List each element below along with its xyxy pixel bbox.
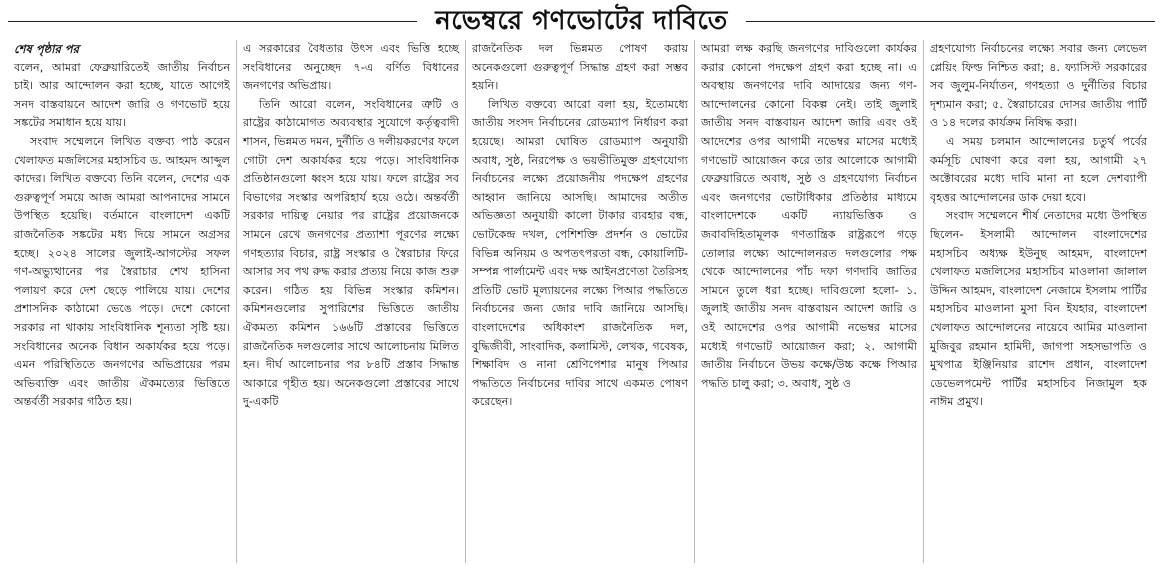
headline-row [0, 4, 1163, 38]
paragraph: সংবাদ সম্মেলনে লিখিত বক্তব্য পাঠ করেন খেলাফত মজলিসের মহাসচিব ড. আহমদ আব্দুল কাদের। লিখিত বক্তব্যে তিনি বলেন, দেশের এক গুরুত্বপূর্ণ সময়ে আজ আমরা আপনাদের সামনে উপস্থিত হয়েছি। বর্তমানে বাংলাদেশ একটি রাজনৈতিক সঙ্কটের মধ্য দিয়ে সামনে অগ্রসর হচ্ছে। ২০২৪ সালের জুলাই-আগস্টের সফল গণ-অভ্যুত্থানের পর স্বৈরাচার শেখ হাসিনা পলায়ণ করে দেশ ছেড়ে পালিয়ে যায়। দেশের প্রশাসনিক কাঠামো ভেঙে পড়ে। দেশে কোনো সরকার না থাকায় সাংবিধানিক শূন্যতা সৃষ্টি হয়। সংবিধানের অনেক বিধান অকার্যকর হয়ে পড়ে। এমন পরিস্থিতিতে জনগণের অভিপ্রায়ের পরম অভিব্যক্তি এবং জাতীয় ঐকমত্যের ভিত্তিতে অন্তর্বর্তী সরকার গঠিত হয়। [14, 134, 230, 409]
column-4 [695, 40, 924, 563]
paragraph: আমরা লক্ষ করছি জনগণের দাবিগুলো কার্যকর করার কোনো পদক্ষেপ গ্রহণ করা হচ্ছে না। এ অবস্থায় জনগণের দাবি আদায়ের জন্য গণ-আন্দোলনের কোনো বিকল্প নেই। তাই জুলাই জাতীয় সনদ বাস্তবায়ন আদেশ জারি এবং ওই আদেশের ওপর আগামী নভেম্বর মাসের মধ্যেই গণভোট আয়োজন করে তার আলোকে আগামী ফেব্রুয়ারিতে অবাধ, সুষ্ঠ ও গ্রহণযোগ্য নির্বাচন এবং জনগণের ভোটাধিকার প্রতিষ্ঠার মাধ্যমে বাংলাদেশকে একটি ন্যায়ভিত্তিক ও জবাবদিহিতামূলক গণতান্ত্রিক রাষ্ট্ররূপে গড়ে তোলার লক্ষ্যে আন্দোলনরত দলগুলোর পক্ষ থেকে আন্দোলনের পাঁচ দফা গণদাবি জাতির সামনে তুলে ধরা হচ্ছে। দাবিগুলো হলো- ১. জুলাই জাতীয় সনদ বাস্তবায়ন আদেশ জারি ও ওই আদেশের ওপর আগামী নভেম্বর মাসের মধ্যেই গণভোট আয়োজন করা; ২. আগামী জাতীয় নির্বাচনে উভয় কক্ষে/উচ্চ কক্ষে পিআর পদ্ধতি চালু করা; ৩. অবাধ, সুষ্ঠ ও [701, 42, 917, 390]
paragraph: এ সরকারের বৈধতার উৎস এবং ভিত্তি হচ্ছে সংবিধানের অনুচ্ছেদ ৭-এ বর্ণিত বিধানের জনগণের অভিপ্রায়। [243, 42, 459, 93]
headline-rule-right [746, 21, 1155, 22]
column-1 [8, 40, 237, 563]
paragraph: বলেন, আমরা ফেব্রুয়ারিতেই জাতীয় নির্বাচন চাই। আর আন্দোলন করা হচ্ছে, যাতে আগেই সনদ বাস্তবায়নে আদেশ জারি ও গণভোট হয়ে সঙ্কটের সমাধান হয়ে যায়। [14, 60, 230, 130]
article-body [8, 40, 1155, 563]
paragraph: রাজনৈতিক দল ভিন্নমত পোষণ করায় অনেকগুলো গুরুত্বপূর্ণ সিদ্ধান্ত গ্রহণ করা সম্ভব হয়নি। [472, 42, 688, 93]
column-5 [924, 40, 1153, 563]
paragraph: এ সময় চলমান আন্দোলনের চতুর্থ পর্বের কর্মসূচি ঘোষণা করে বলা হয়, আগামী ২৭ অক্টোবরের মধ্যে দাবি মানা না হলে দেশব্যাপী বৃহত্তর আন্দোলনের ডাক দেয়া হবে। [930, 134, 1147, 204]
column-2 [237, 40, 466, 563]
paragraph: সংবাদ সম্মেলনে শীর্ষ নেতাদের মধ্যে উপস্থিত ছিলেন- ইসলামী আন্দোলন বাংলাদেশের মহাসচিব অধ্যক্ষ ইউনুছ আহমদ, বাংলাদেশ খেলাফত মজলিসের মহাসচিব মাওলানা জালাল উদ্দিন আহমদ, বাংলাদেশ নেজামে ইসলাম পার্টির মহাসচিব মাওলানা মুসা বিন ইযহার, বাংলাদেশ খেলাফত আন্দোলনের নায়েবে আমির মাওলানা মুজিবুর রহমান হামিদী, জাগপা সহসভাপতি ও মুখপাত্র ইঞ্জিনিয়ার রাশেদ প্রধান, বাংলাদেশ ডেভেলপমেন্ট পার্টির মহাসচিব নিজামুল হক নাঈম প্রমুখ। [930, 209, 1147, 409]
headline: নভেম্বরে গণভোটের দাবিতে [435, 6, 728, 36]
paragraph: তিনি আরো বলেন, সংবিধানের ত্রুটি ও রাষ্ট্রের কাঠামোগত অব্যবস্থার সুযোগে কর্তৃত্ববাদী শাসন, ভিন্নমত দমন, দুর্নীতি ও দলীয়করণের ফলে গোটা দেশ অকার্যকর হয়ে পড়ে। সাংবিধানিক প্রতিষ্ঠানগুলো ধ্বংস হয়ে যায়। ফলে রাষ্ট্রের সব বিভাগের সংস্কার অপরিহার্য হয়ে ওঠে। অন্তর্বর্তী সরকার দায়িত্ব নেয়ার পর রাষ্ট্রের প্রয়োজনকে সামনে রেখে জনগণের প্রত্যাশা পূরণের লক্ষ্যে গণহত্যার বিচার, রাষ্ট্র সংস্কার ও স্বৈরাচার ফিরে আসার সব পথ রুদ্ধ করার প্রত্যয় নিয়ে কাজ শুরু করেন। গঠিত হয় বিভিন্ন সংস্কার কমিশন। কমিশনগুলোর সুপারিশের ভিত্তিতে জাতীয় ঐকমত্য কমিশন ১৬৬টি প্রস্তাবের ভিত্তিতে রাজনৈতিক দলগুলোর সাথে আলোচনায় মিলিত হন। দীর্ঘ আলোচনার পর ৮৪টি প্রস্তাব সিদ্ধান্ত আকারে গৃহীত হয়। অনেকগুলো প্রস্তাবের সাথে দু-একটি [243, 97, 459, 409]
paragraph: লিখিত বক্তব্যে আরো বলা হয়, ইতোমধ্যে জাতীয় সংসদ নির্বাচনের রোডম্যাপ নির্ধারণ করা হয়েছে। আমরা ঘোষিত রোডম্যাপ অনুযায়ী অবাধ, সুষ্ঠ, নিরপেক্ষ ও ভয়ভীতিমুক্ত গ্রহণযোগ্য নির্বাচনের লক্ষ্যে প্রয়োজনীয় পদক্ষেপ গ্রহণের আহ্বান জানিয়ে আসছি। আমাদের অতীত অভিজ্ঞতা অনুযায়ী কালো টাকার ব্যবহার বন্ধ, ভোটকেন্দ্র দখল, পেশিশক্তি প্রদর্শন ও ভোটের বিভিন্ন অনিয়ম ও অপতৎপরতা বন্ধ, কোয়ালিটি-সম্পন্ন পার্লামেন্ট এবং দক্ষ আইনপ্রণেতা তৈরিসহ প্রতিটি ভোট মূল্যায়নের লক্ষ্যে পিআর পদ্ধতিতে নির্বাচনের জন্য জোর দাবি জানিয়ে আসছি। বাংলাদেশের অধিকাংশ রাজনৈতিক দল, বুদ্ধিজীবী, সাংবাদিক, কলামিস্ট, লেখক, গবেষক, শিক্ষাবিদ ও নানা শ্রেণিপেশার মানুষ পিআর পদ্ধতিতে নির্বাচনের দাবির সাথে একমত পোষণ করেছেন। [472, 97, 688, 409]
continuation-kicker: শেষ পৃষ্ঠার পর [14, 42, 79, 56]
column-3 [466, 40, 695, 563]
paragraph: গ্রহণযোগ্য নির্বাচনের লক্ষ্যে সবার জন্য লেভেল প্লেয়িং ফিল্ড নিশ্চিত করা; ৪. ফ্যাসিস্ট সরকারের সব জুলুম-নির্যাতন, গণহত্যা ও দুর্নীতির বিচার দৃশ্যমান করা; ৫. স্বৈরাচারের দোসর জাতীয় পার্টি ও ১৪ দলের কার্যক্রম নিষিদ্ধ করা। [930, 42, 1147, 130]
headline-rule-left [8, 21, 417, 22]
